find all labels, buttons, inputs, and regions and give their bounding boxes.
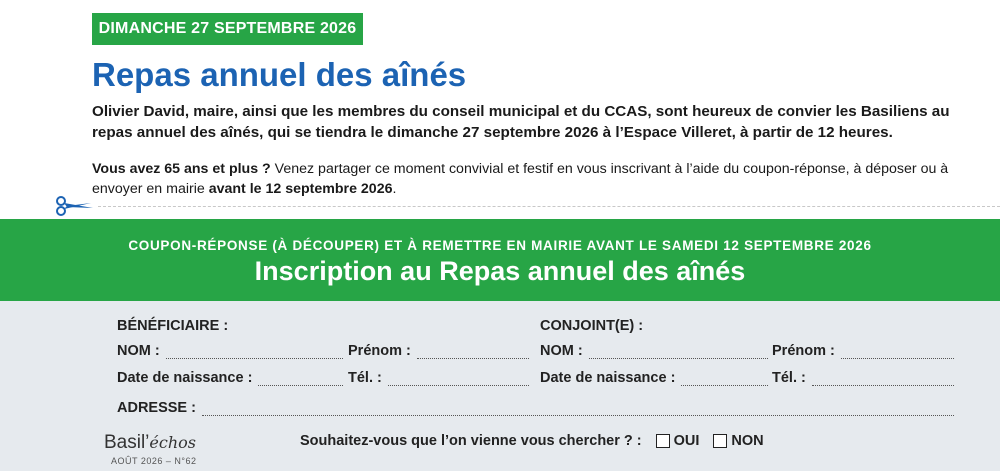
beneficiaire-label: BÉNÉFICIAIRE : [117, 318, 229, 334]
scissors-icon [55, 195, 95, 217]
logo-basil: Basil’ [104, 432, 150, 453]
conjoint-nom-field[interactable] [540, 343, 768, 359]
invite-age-question: Vous avez 65 ans et plus ? [92, 161, 271, 177]
nom-label: NOM : [540, 343, 583, 359]
beneficiaire-nom-field[interactable] [117, 343, 343, 359]
beneficiaire-tel-field[interactable] [348, 370, 529, 386]
tel-label: Tél. : [348, 370, 382, 386]
conjoint-tel-field[interactable] [772, 370, 954, 386]
fill-line [589, 346, 768, 359]
basilechos-logo [104, 432, 196, 454]
date-badge: DIMANCHE 27 SEPTEMBRE 2026 [92, 13, 363, 45]
conjoint-naissance-field[interactable] [540, 370, 768, 386]
intro-paragraph: Olivier David, maire, ainsi que les membres du conseil municipal et du CCAS, sont heureux de convier les Basiliens au repas annuel des aînés, qui se tiendra le dimanche 27 septembre 2026 à l’Espace Villeret, à partir de 12 heures. [92, 103, 950, 141]
issue-number: AOÛT 2026 – N°62 [111, 456, 197, 466]
prenom-label: Prénom : [772, 343, 835, 359]
invite-paragraph [92, 159, 972, 199]
oui-label: OUI [673, 433, 700, 449]
date-naissance-label: Date de naissance : [117, 370, 253, 386]
tel-label: Tél. : [772, 370, 806, 386]
cut-line [98, 206, 1000, 207]
invite-end: . [392, 181, 397, 197]
fill-line [388, 373, 529, 386]
fill-line [812, 373, 954, 386]
page-title: Repas annuel des aînés [92, 56, 467, 93]
date-naissance-label: Date de naissance : [540, 370, 676, 386]
coupon-header [0, 219, 1000, 301]
oui-checkbox[interactable] [656, 434, 670, 448]
pickup-question [300, 433, 764, 449]
conjoint-label: CONJOINT(E) : [540, 318, 644, 334]
adresse-label: ADRESSE : [117, 400, 196, 416]
fill-line [202, 403, 954, 416]
beneficiaire-prenom-field[interactable] [348, 343, 529, 359]
beneficiaire-naissance-field[interactable] [117, 370, 343, 386]
invite-text: Venez partager ce moment convivial et festif en vous inscrivant à l’aide du coupon-réponse, à déposer ou à envoyer en mairie [92, 161, 949, 197]
pickup-question-label: Souhaitez-vous que l’on vienne vous chercher ? : [300, 433, 642, 449]
adresse-field[interactable] [117, 400, 954, 416]
invite-deadline: avant le 12 septembre 2026 [208, 181, 393, 197]
logo-echos: échos [149, 433, 196, 452]
non-label: NON [731, 433, 764, 449]
fill-line [681, 373, 768, 386]
fill-line [166, 346, 343, 359]
coupon-subtitle: COUPON-RÉPONSE (À DÉCOUPER) ET À REMETTRE EN MAIRIE AVANT LE SAMEDI 12 SEPTEMBRE 2026 [128, 238, 872, 253]
coupon-title: Inscription au Repas annuel des aînés [254, 256, 746, 286]
fill-line [417, 346, 529, 359]
fill-line [841, 346, 954, 359]
prenom-label: Prénom : [348, 343, 411, 359]
non-checkbox[interactable] [713, 434, 727, 448]
nom-label: NOM : [117, 343, 160, 359]
fill-line [258, 373, 343, 386]
conjoint-prenom-field[interactable] [772, 343, 954, 359]
